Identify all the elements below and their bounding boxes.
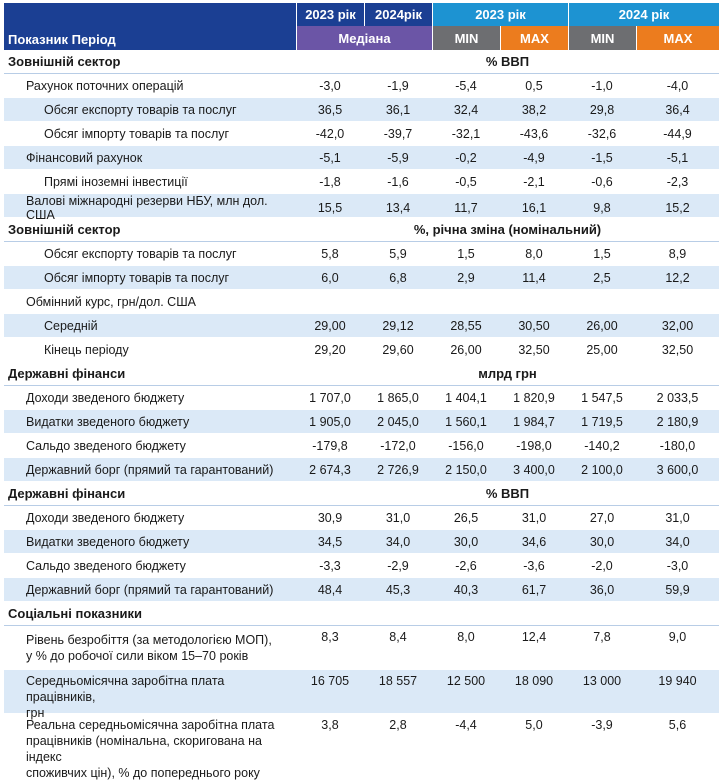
- row-value: 5,0: [525, 718, 543, 732]
- header-min-2023: MIN: [432, 26, 500, 50]
- row-value: 30,0: [453, 534, 479, 549]
- row-value: 29,00: [314, 318, 346, 333]
- row-value: -0,6: [591, 174, 613, 189]
- table-row: [4, 626, 719, 670]
- row-value: 2 100,0: [581, 462, 623, 477]
- row-value: 26,00: [450, 342, 482, 357]
- row-value: 12,2: [665, 270, 690, 285]
- row-value: 13 000: [582, 674, 622, 688]
- table-row: [4, 290, 719, 314]
- row-value: -32,1: [451, 126, 481, 141]
- row-value: 34,0: [385, 534, 411, 549]
- table-row: [4, 170, 719, 194]
- row-value: 2,5: [593, 270, 611, 285]
- row-value: 3 600,0: [656, 462, 699, 477]
- row-label: Видатки зведеного бюджету: [26, 414, 190, 429]
- row-value: 29,60: [382, 342, 414, 357]
- row-value: -5,4: [455, 78, 477, 93]
- row-value: 48,4: [317, 582, 343, 597]
- row-value: 8,9: [668, 246, 687, 261]
- header-max-2023: MAX: [500, 26, 568, 50]
- section-title: Зовнішній сектор: [8, 54, 121, 69]
- row-label: Обмінний курс, грн/дол. США: [26, 294, 197, 309]
- table-row: [4, 74, 719, 98]
- header-year-2024: 2024рік: [364, 3, 432, 26]
- row-value: 1 984,7: [513, 414, 555, 429]
- section-header-row: [4, 218, 719, 242]
- row-label: Видатки зведеного бюджету: [26, 534, 190, 549]
- row-value: 15,5: [317, 201, 343, 215]
- row-label: Реальна середньомісячна заробітна плата працівників (номінальна, скоригована на індекс споживчих цін), % до попереднього року: [26, 718, 275, 780]
- header-corner: [4, 3, 296, 26]
- row-label: Обсяг експорту товарів та послуг: [44, 246, 237, 261]
- row-value: -3,6: [523, 558, 545, 573]
- row-value: 34,6: [521, 534, 547, 549]
- row-value: 32,4: [453, 102, 479, 117]
- row-value: 31,0: [385, 510, 411, 525]
- table-row: [4, 714, 719, 780]
- row-value: -4,9: [523, 150, 545, 165]
- row-value: 36,0: [589, 582, 615, 597]
- table-row: [4, 242, 719, 266]
- row-label: Сальдо зведеного бюджету: [26, 438, 186, 453]
- section-unit: млрд грн: [478, 366, 537, 381]
- row-value: 1 865,0: [377, 390, 419, 405]
- section-header-row: [4, 602, 719, 626]
- row-value: 59,9: [665, 582, 690, 597]
- row-value: 36,4: [665, 102, 690, 117]
- row-value: 12 500: [446, 674, 486, 688]
- row-value: 5,8: [321, 246, 339, 261]
- table-row: [4, 554, 719, 578]
- row-value: 29,12: [382, 318, 414, 333]
- row-value: 2,8: [389, 718, 407, 732]
- section-title: Соціальні показники: [8, 606, 142, 621]
- row-value: -2,0: [591, 558, 613, 573]
- row-value: 8,4: [389, 630, 407, 644]
- row-value: -1,9: [387, 78, 409, 93]
- table-row: [4, 266, 719, 290]
- row-value: -5,9: [387, 150, 409, 165]
- row-value: 2 180,9: [656, 414, 699, 429]
- row-value: 1 719,5: [581, 414, 623, 429]
- row-value: 1 404,1: [445, 390, 487, 405]
- row-value: -2,9: [387, 558, 409, 573]
- row-value: 2 726,9: [377, 462, 419, 477]
- row-value: 29,20: [314, 342, 346, 357]
- table-row: [4, 670, 719, 720]
- row-value: -42,0: [315, 126, 345, 141]
- row-value: 0,5: [525, 78, 543, 93]
- row-value: [568, 290, 636, 313]
- table-body: [4, 50, 719, 780]
- row-value: 26,00: [586, 318, 618, 333]
- row-value: -1,0: [591, 78, 613, 93]
- row-value: -179,8: [312, 438, 348, 453]
- section-header-row: [4, 482, 719, 506]
- table-row: [4, 146, 719, 170]
- row-value: -3,9: [591, 718, 613, 732]
- row-value: 2 674,3: [309, 462, 351, 477]
- table-row: [4, 386, 719, 410]
- row-value: -4,0: [666, 78, 689, 93]
- row-value: 36,1: [385, 102, 411, 117]
- row-value: -5,1: [319, 150, 341, 165]
- row-value: 1 560,1: [445, 414, 487, 429]
- row-value: -5,1: [666, 150, 689, 165]
- row-value: 8,0: [457, 630, 475, 644]
- row-value: 38,2: [521, 102, 547, 117]
- row-value: 3,8: [321, 718, 339, 732]
- row-value: 40,3: [453, 582, 479, 597]
- table-row: [4, 434, 719, 458]
- table-row: [4, 458, 719, 482]
- row-label: Обсяг експорту товарів та послуг: [44, 102, 237, 117]
- row-value: 1 905,0: [309, 414, 351, 429]
- row-value: -1,6: [387, 174, 409, 189]
- row-value: 32,00: [661, 318, 694, 333]
- row-value: 34,5: [317, 534, 343, 549]
- header-title: Показник Період: [4, 26, 296, 50]
- row-value: 1 707,0: [309, 390, 351, 405]
- section-title: Зовнішній сектор: [8, 222, 121, 237]
- row-value: 11,7: [454, 201, 478, 215]
- header-row-stats: [4, 26, 719, 50]
- row-value: 31,0: [521, 510, 547, 525]
- row-value: 9,0: [668, 630, 687, 644]
- row-value: 30,0: [589, 534, 615, 549]
- row-label: Державний борг (прямий та гарантований): [26, 582, 274, 597]
- row-value: 6,8: [389, 270, 407, 285]
- row-value: 61,7: [521, 582, 547, 597]
- row-value: 30,50: [518, 318, 550, 333]
- row-value: 6,0: [321, 270, 339, 285]
- row-value: 1,5: [457, 246, 475, 261]
- row-label: Валові міжнародні резерви НБУ, млн дол. США: [26, 194, 268, 222]
- row-label: Прямі іноземні інвестиції: [44, 174, 188, 189]
- row-value: 16 705: [310, 674, 350, 688]
- table-row: [4, 314, 719, 338]
- row-label: Державний борг (прямий та гарантований): [26, 462, 274, 477]
- row-label: Рівень безробіття (за методологією МОП), у % до робочої сили віком 15–70 років: [26, 632, 272, 663]
- row-value: -39,7: [383, 126, 413, 141]
- row-value: 16,1: [521, 201, 547, 215]
- row-label: Обсяг імпорту товарів та послуг: [44, 270, 230, 285]
- row-value: [432, 290, 500, 313]
- row-value: 30,9: [317, 510, 343, 525]
- row-value: 8,3: [321, 630, 339, 644]
- table-row: [4, 578, 719, 602]
- header-row-years: [4, 3, 719, 26]
- table-row: [4, 194, 719, 222]
- table-row: [4, 122, 719, 146]
- table-row: [4, 530, 719, 554]
- row-value: -156,0: [448, 438, 484, 453]
- row-value: -140,2: [584, 438, 620, 453]
- row-value: [296, 290, 364, 313]
- row-label: Доходи зведеного бюджету: [26, 390, 185, 405]
- section-header-row: [4, 362, 719, 386]
- table-row: [4, 338, 719, 362]
- row-label: Середній: [44, 318, 98, 333]
- row-label: Кінець періоду: [44, 342, 129, 357]
- row-value: 15,2: [665, 201, 690, 215]
- row-value: -2,1: [523, 174, 545, 189]
- section-unit: % ВВП: [485, 54, 530, 69]
- row-value: 25,00: [586, 342, 618, 357]
- row-value: 45,3: [385, 582, 411, 597]
- row-value: 5,6: [668, 718, 687, 732]
- row-label: Сальдо зведеного бюджету: [26, 558, 186, 573]
- row-value: -180,0: [659, 438, 696, 453]
- row-value: 27,0: [589, 510, 615, 525]
- row-value: 34,0: [665, 534, 690, 549]
- row-value: 18 557: [378, 674, 418, 688]
- row-value: 28,55: [450, 318, 482, 333]
- row-value: -4,4: [455, 718, 477, 732]
- row-value: 5,9: [389, 246, 407, 261]
- row-value: 1,5: [593, 246, 611, 261]
- section-title: Державні фінанси: [8, 486, 126, 501]
- row-value: -32,6: [587, 126, 617, 141]
- row-value: -2,3: [666, 174, 689, 189]
- row-value: [364, 290, 432, 313]
- row-value: 2 045,0: [377, 414, 419, 429]
- section-unit: % ВВП: [485, 486, 530, 501]
- row-value: 2 033,5: [656, 390, 699, 405]
- forecast-table: [4, 3, 719, 780]
- header-range-2023: 2023 рік: [432, 3, 568, 26]
- table-row: [4, 410, 719, 434]
- header-range-2024: 2024 рік: [568, 3, 719, 26]
- row-value: 32,50: [518, 342, 550, 357]
- section-unit: %, річна зміна (номінальний): [413, 222, 602, 237]
- section-unit: [296, 602, 719, 625]
- row-label: Обсяг імпорту товарів та послуг: [44, 126, 230, 141]
- header-year-2023: 2023 рік: [296, 3, 364, 26]
- row-value: 1 547,5: [581, 390, 623, 405]
- row-value: 11,4: [522, 270, 546, 285]
- row-value: -1,8: [319, 174, 341, 189]
- header-min-2024: MIN: [568, 26, 636, 50]
- row-value: -0,2: [455, 150, 477, 165]
- row-value: 12,4: [521, 630, 547, 644]
- row-label: Рахунок поточних операцій: [26, 78, 184, 93]
- row-value: -3,0: [319, 78, 341, 93]
- row-value: 29,8: [589, 102, 615, 117]
- row-value: 13,4: [385, 201, 411, 215]
- section-header-row: [4, 50, 719, 74]
- table-row: [4, 506, 719, 530]
- row-value: 3 400,0: [513, 462, 555, 477]
- row-value: 1 820,9: [513, 390, 555, 405]
- row-value: -3,0: [666, 558, 689, 573]
- row-value: -3,3: [319, 558, 341, 573]
- row-value: [500, 290, 568, 313]
- row-value: -2,6: [455, 558, 477, 573]
- row-value: 7,8: [593, 630, 611, 644]
- table-row: [4, 98, 719, 122]
- row-value: -198,0: [516, 438, 552, 453]
- row-value: -1,5: [591, 150, 613, 165]
- row-value: 32,50: [661, 342, 694, 357]
- row-value: -44,9: [663, 126, 692, 141]
- row-value: 26,5: [453, 510, 479, 525]
- row-value: 8,0: [525, 246, 543, 261]
- row-value: -172,0: [380, 438, 416, 453]
- row-label: Середньомісячна заробітна плата працівників, грн: [26, 674, 225, 720]
- row-value: 9,8: [593, 201, 611, 215]
- row-value: [636, 290, 719, 313]
- row-label: Доходи зведеного бюджету: [26, 510, 185, 525]
- row-value: 2 150,0: [445, 462, 487, 477]
- header-median: Медіана: [296, 26, 432, 50]
- row-value: -0,5: [455, 174, 477, 189]
- row-value: 19 940: [658, 674, 697, 688]
- section-title: Державні фінанси: [8, 366, 126, 381]
- row-value: 31,0: [665, 510, 690, 525]
- row-label: Фінансовий рахунок: [26, 150, 143, 165]
- row-value: 18 090: [514, 674, 554, 688]
- row-value: 36,5: [317, 102, 343, 117]
- header-max-2024: MAX: [636, 26, 719, 50]
- row-value: -43,6: [519, 126, 549, 141]
- row-value: 2,9: [457, 270, 475, 285]
